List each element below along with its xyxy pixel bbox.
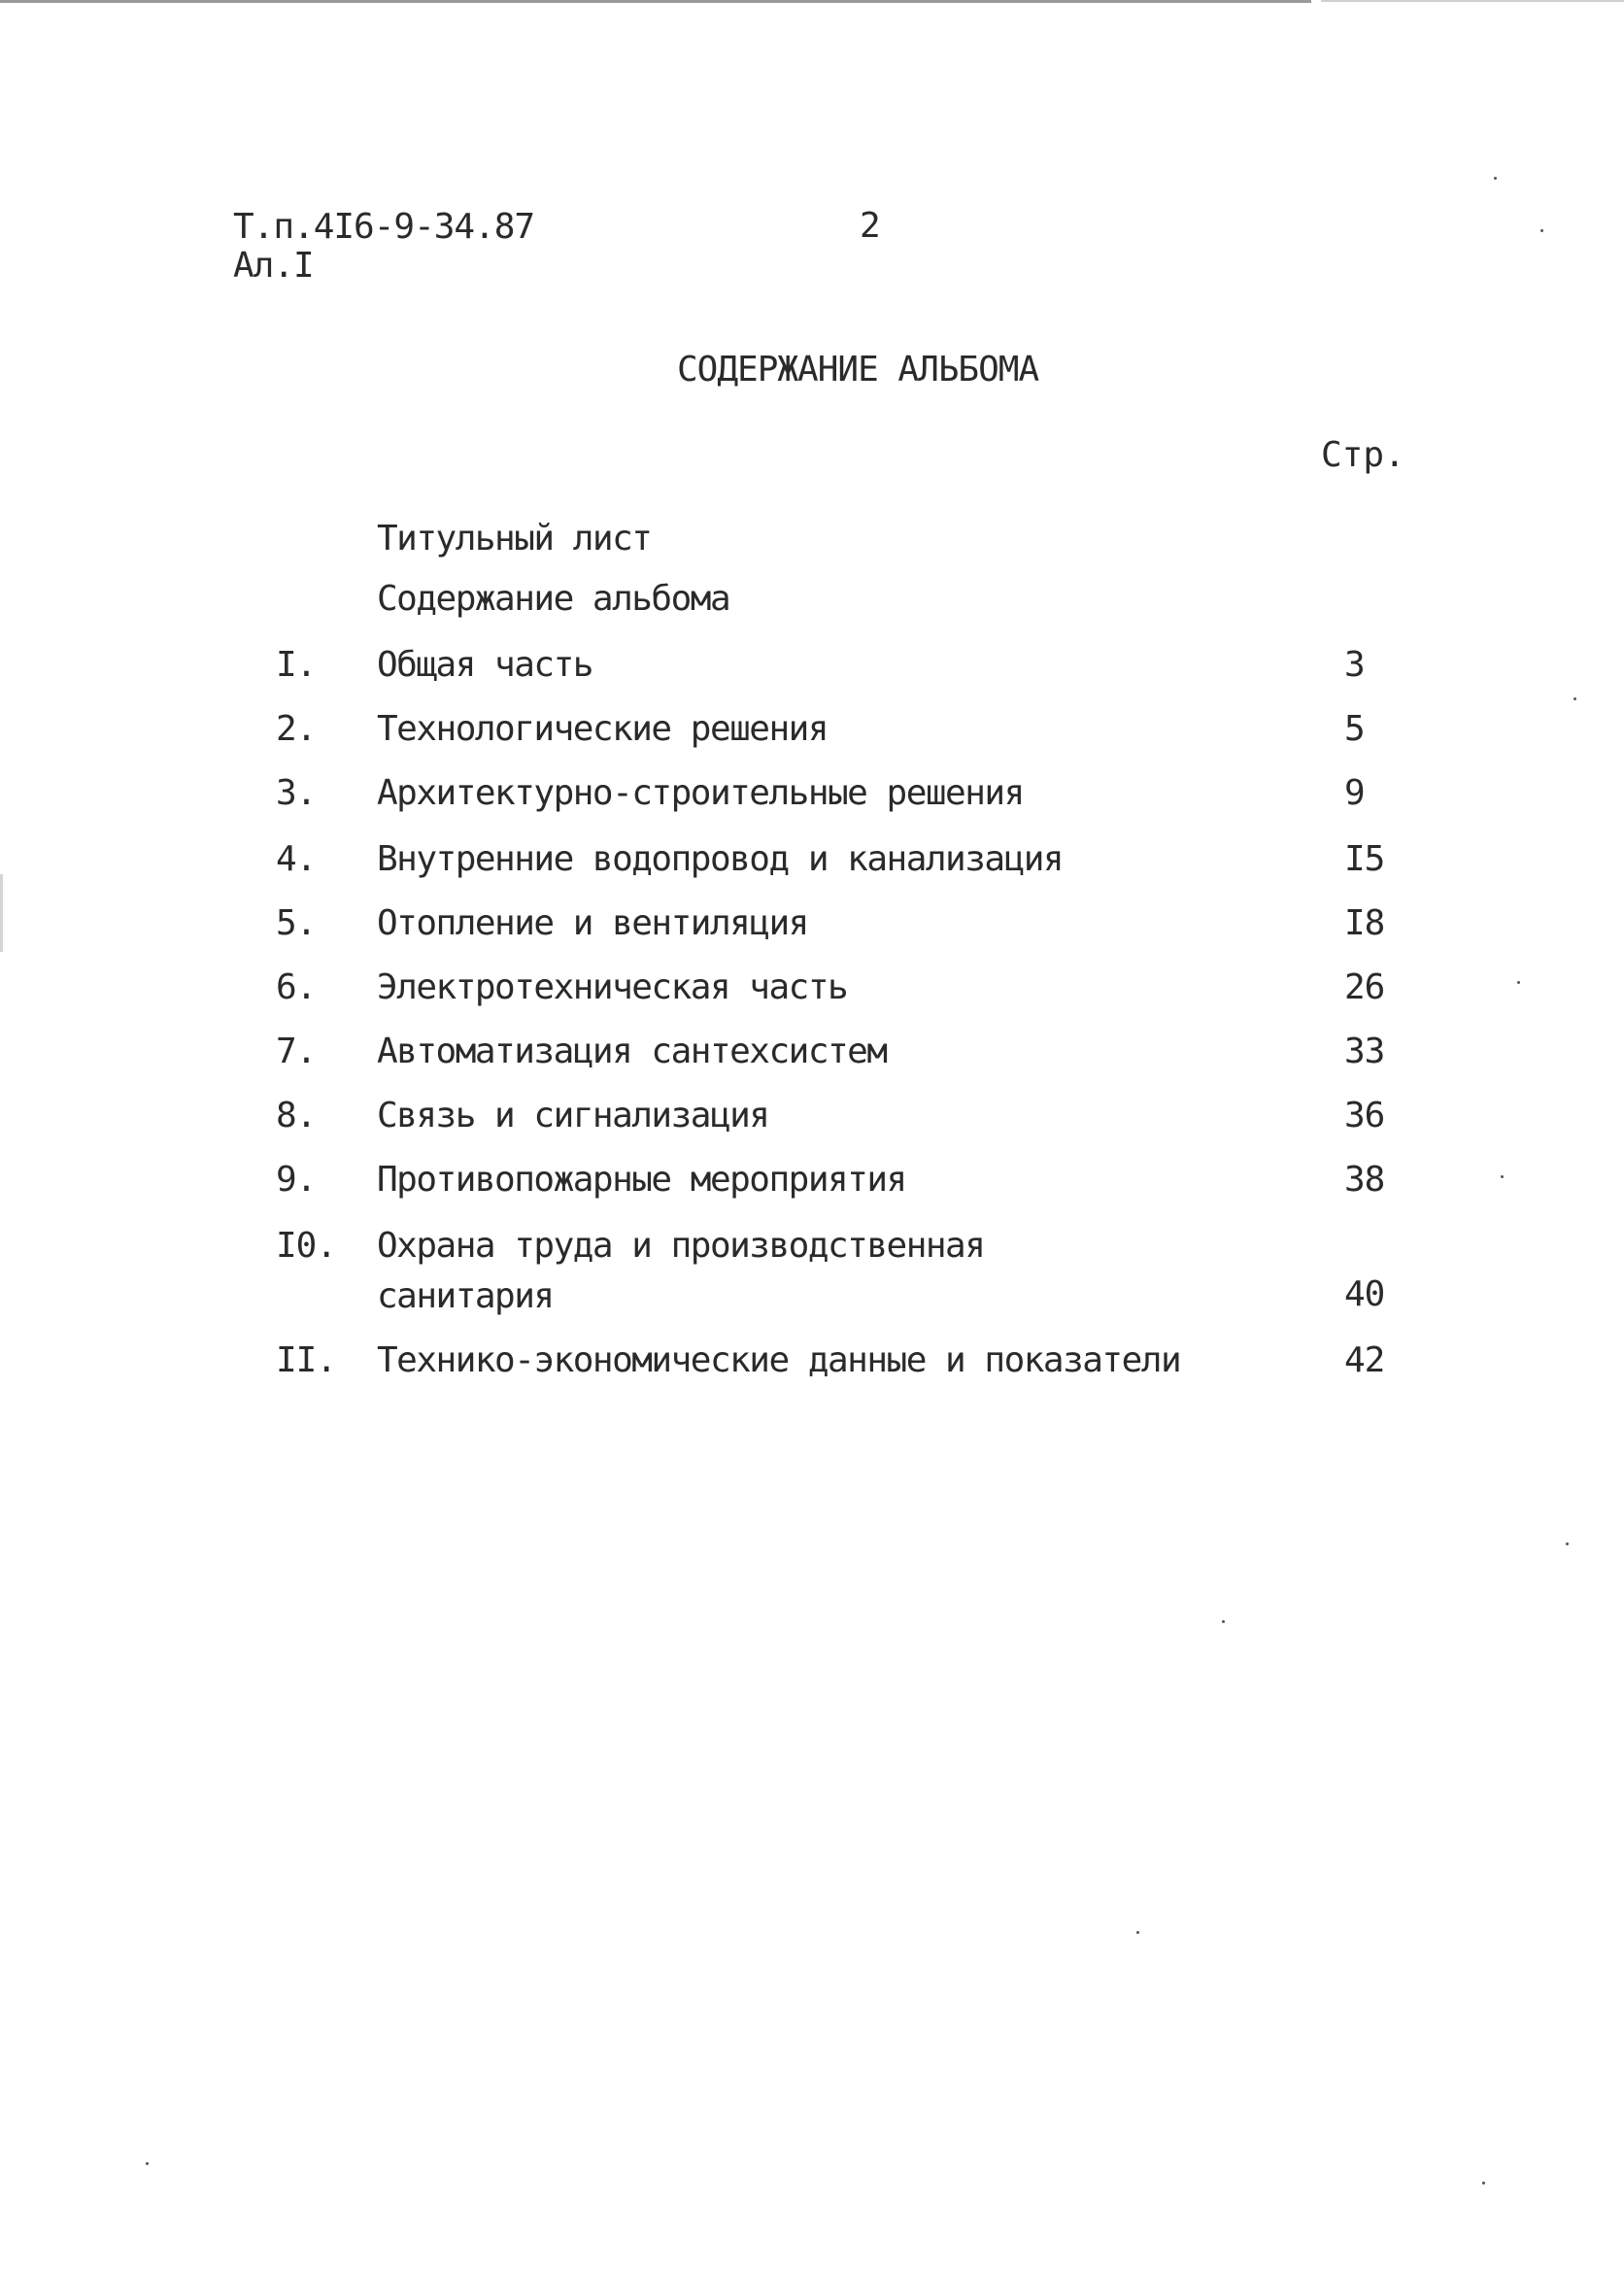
page-column-header: Стр. — [1321, 435, 1405, 475]
toc-label: Архитектурно-строительные решения — [377, 773, 1024, 813]
toc-label: Технико-экономические данные и показатели — [377, 1340, 1181, 1380]
scan-edge-line — [0, 0, 1311, 3]
toc-number: I0. — [276, 1226, 337, 1266]
toc-number: 6. — [276, 967, 317, 1007]
toc-page: 3 — [1344, 645, 1365, 685]
toc-label: Связь и сигнализация — [377, 1096, 769, 1135]
scan-speck — [1517, 981, 1520, 984]
toc-label: Электротехническая часть — [377, 967, 848, 1007]
scan-speck — [1501, 1175, 1504, 1178]
toc-page: 26 — [1344, 967, 1385, 1007]
toc-row — [0, 1226, 1624, 1319]
scan-speck — [1482, 2182, 1485, 2184]
toc-page: 36 — [1344, 1096, 1385, 1135]
toc-row — [0, 519, 1624, 561]
toc-page: I8 — [1344, 903, 1385, 943]
toc-number: 2. — [276, 709, 317, 749]
document-code — [233, 208, 534, 286]
toc-page: I5 — [1344, 839, 1385, 879]
toc-label: Автоматизация сантехсистем — [377, 1032, 887, 1071]
scan-speck — [1222, 1620, 1225, 1623]
toc-label: Противопожарные мероприятия — [377, 1160, 906, 1200]
toc-row — [0, 1032, 1624, 1074]
toc-row — [0, 839, 1624, 882]
toc-number: 8. — [276, 1096, 317, 1135]
document-code-line-1: Т.п.4I6-9-34.87 — [233, 207, 535, 247]
toc-label: Отопление и вентиляция — [377, 903, 808, 943]
page-number: 2 — [860, 206, 881, 246]
scan-speck — [1573, 697, 1576, 700]
toc-page: 40 — [1344, 1274, 1385, 1314]
toc-label: Внутренние водопровод и канализация — [377, 839, 1064, 879]
toc-label-continuation: санитария — [377, 1276, 554, 1316]
scan-edge-line-right — [1321, 0, 1624, 2]
toc-page: 33 — [1344, 1032, 1385, 1071]
toc-page: 9 — [1344, 773, 1365, 813]
toc-row — [0, 645, 1624, 688]
toc-label: Общая часть — [377, 645, 592, 685]
toc-row — [0, 967, 1624, 1010]
toc-number: 7. — [276, 1032, 317, 1071]
toc-label: Содержание альбома — [377, 579, 730, 619]
toc-label: Охрана труда и производственная — [377, 1226, 985, 1266]
toc-number: I. — [276, 645, 317, 685]
toc-label: Технологические решения — [377, 709, 828, 749]
toc-page: 5 — [1344, 709, 1365, 749]
toc-number: 3. — [276, 773, 317, 813]
scan-speck — [1136, 1931, 1139, 1934]
toc-number: 4. — [276, 839, 317, 879]
scan-speck — [1540, 229, 1543, 232]
toc-row — [0, 903, 1624, 946]
toc-row — [0, 1160, 1624, 1202]
scan-speck — [1566, 1542, 1569, 1545]
toc-page: 38 — [1344, 1160, 1385, 1200]
toc-row — [0, 709, 1624, 752]
toc-number: II. — [276, 1340, 337, 1380]
toc-row — [0, 1340, 1624, 1383]
toc-label: Титульный лист — [377, 519, 652, 559]
document-code-line-2: Ал.I — [233, 246, 314, 286]
toc-number: 9. — [276, 1160, 317, 1200]
toc-row — [0, 579, 1624, 622]
toc-row — [0, 773, 1624, 816]
toc-row — [0, 1096, 1624, 1138]
scan-speck — [146, 2162, 149, 2165]
toc-page: 42 — [1344, 1340, 1385, 1380]
page-title: СОДЕРЖАНИЕ АЛЬБОМА — [677, 350, 1039, 389]
scan-speck — [1494, 177, 1497, 180]
toc-number: 5. — [276, 903, 317, 943]
